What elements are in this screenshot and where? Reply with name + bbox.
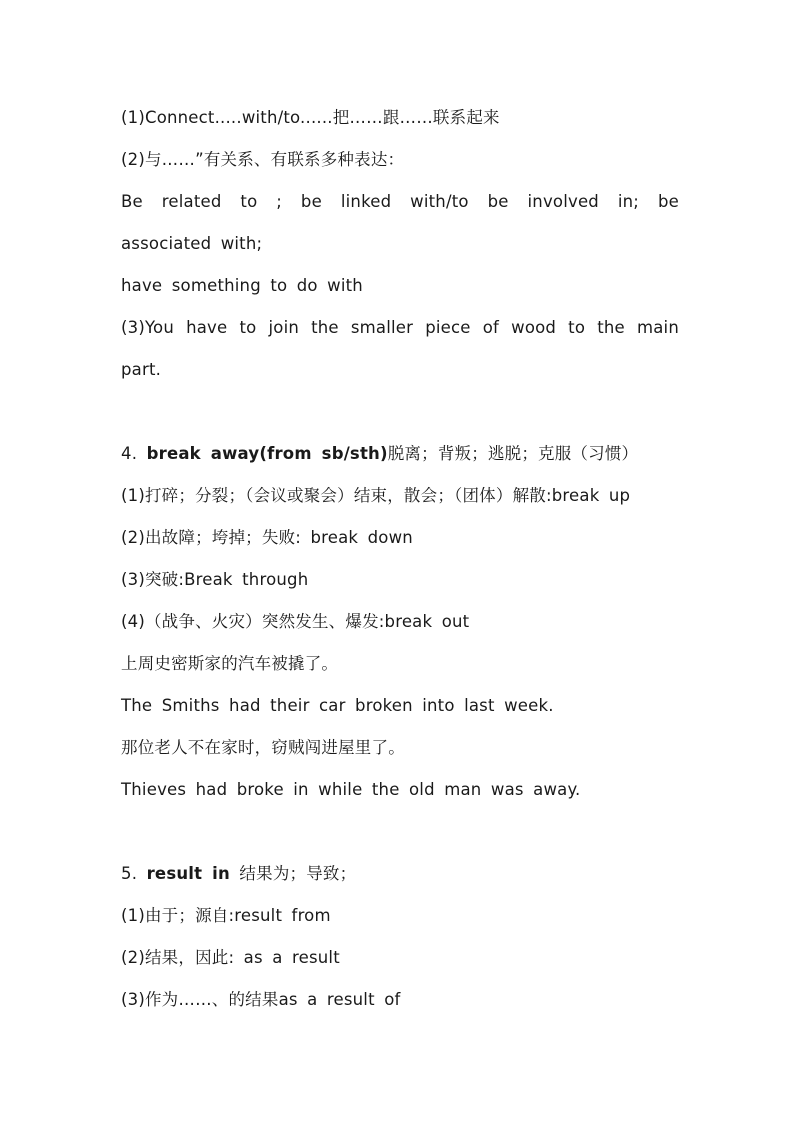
- text-line: (2)结果，因此: as a result: [121, 948, 340, 967]
- text-line: (4)（战争、火灾）突然发生、爆发:break out: [121, 612, 470, 631]
- text-line: part.: [121, 360, 162, 379]
- text-line: (3)突破:Break through: [121, 570, 309, 589]
- heading-meaning: 结果为；导致；: [229, 864, 357, 883]
- section-heading-5: [121, 864, 679, 884]
- text-line: have something to do with: [121, 276, 363, 295]
- text-line: (2)出故障；垮掉；失败: break down: [121, 528, 413, 547]
- text-line: (3)You have to join the smaller piece of wood to the main: [121, 318, 679, 337]
- text-line: associated with;: [121, 234, 263, 253]
- text-line: (2)与……”有关系、有联系多种表达：: [121, 150, 405, 169]
- section-heading-4: [121, 444, 679, 464]
- text-line: Be related to ; be linked with/to be involved in; be: [121, 192, 679, 211]
- text-line: Thieves had broke in while the old man was away.: [121, 780, 581, 799]
- text-line: The Smiths had their car broken into last week.: [121, 696, 554, 715]
- text-line: 那位老人不在家时，窃贼闯进屋里了。: [121, 738, 405, 757]
- heading-meaning: 脱离；背叛；逃脱；克服（习惯）: [387, 444, 639, 463]
- heading-number: 4.: [121, 444, 147, 463]
- heading-term: break away(from sb/sth): [146, 444, 388, 463]
- text-line: (1)由于；源自:result from: [121, 906, 331, 925]
- text-line: (1)打碎；分裂；（会议或聚会）结束，散会；（团体）解散:break up: [121, 486, 631, 505]
- text-line: 上周史密斯家的汽车被撬了。: [121, 654, 339, 673]
- text-line: (3)作为……、的结果as a result of: [121, 990, 401, 1009]
- heading-term: result in: [146, 864, 230, 883]
- heading-number: 5.: [121, 864, 147, 883]
- text-line: (1)Connect.....with/to......把……跟……联系起来: [121, 108, 500, 127]
